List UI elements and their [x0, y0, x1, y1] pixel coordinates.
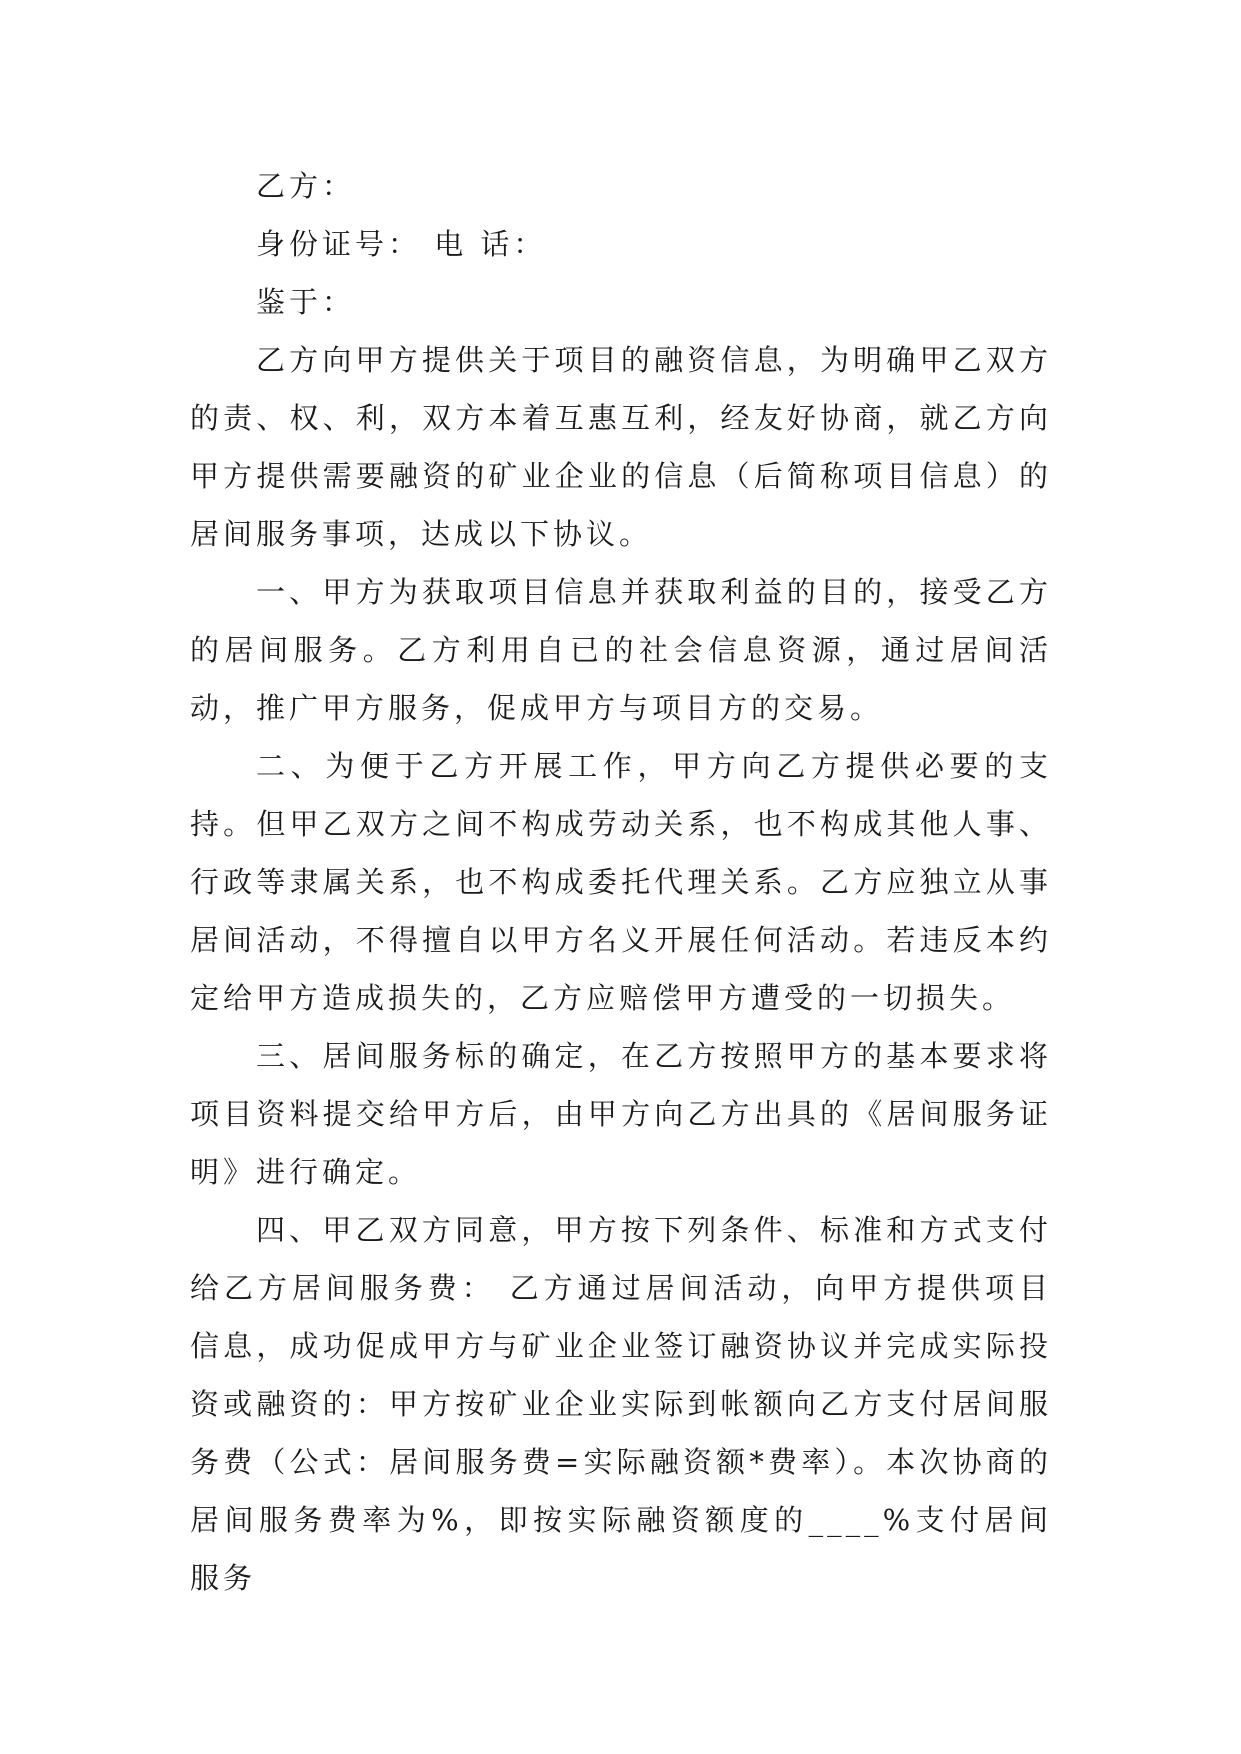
- paragraph-clause-2: 二、为便于乙方开展工作，甲方向乙方提供必要的支持。但甲乙双方之间不构成劳动关系，也不构成其他人事、行政等隶属关系，也不构成委托代理关系。乙方应独立从事居间活动，不得擅自以甲方名义开展任何活动。若违反本约定给甲方造成损失的，乙方应赔偿甲方遭受的一切损失。: [190, 749, 1052, 1015]
- id-phone-line: 身份证号： 电 话：: [256, 227, 547, 261]
- document-body: [190, 157, 1052, 1607]
- paragraph-clause-1: 一、甲方为获取项目信息并获取利益的目的，接受乙方的居间服务。乙方利用自已的社会信息资源，通过居间活动，推广甲方服务，促成甲方与项目方的交易。: [190, 575, 1052, 725]
- paragraph-clause-4: 四、甲乙双方同意，甲方按下列条件、标准和方式支付给乙方居间服务费： 乙方通过居间活动，向甲方提供项目信息，成功促成甲方与矿业企业签订融资协议并完成实际投资或融资的：甲方按矿业企业实际到帐额向乙方支付居间服务费（公式：居间服务费=实际融资额*费率）。本次协商的居间服务费率为%，即按实际融资额度的____%支付居间服务: [190, 1213, 1052, 1595]
- party-b-line: 乙方：: [256, 169, 356, 203]
- paragraph-preamble: 乙方向甲方提供关于项目的融资信息，为明确甲乙双方的责、权、利，双方本着互惠互利，经友好协商，就乙方向甲方提供需要融资的矿业企业的信息（后简称项目信息）的居间服务事项，达成以下协议。: [190, 343, 1052, 551]
- paragraph-clause-3: 三、居间服务标的确定，在乙方按照甲方的基本要求将项目资料提交给甲方后，由甲方向乙方出具的《居间服务证明》进行确定。: [190, 1039, 1052, 1189]
- whereas-line: 鉴于：: [256, 285, 356, 319]
